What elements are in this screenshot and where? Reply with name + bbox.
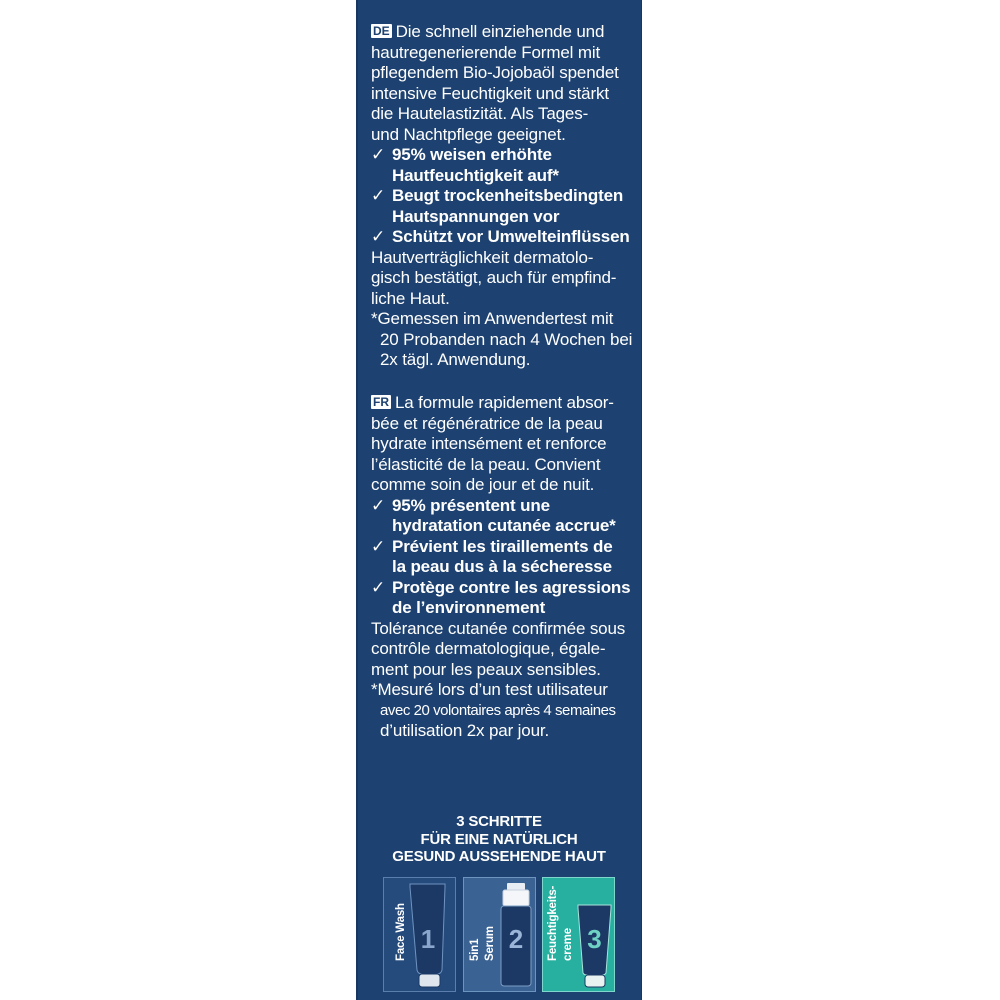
de-benefit-text: 95% weisen erhöhte [392, 145, 552, 164]
de-intro-line [371, 22, 633, 43]
de-footnote-line: 20 Probanden nach 4 Wochen bei [380, 329, 633, 349]
de-intro-line: hautregenerierende Formel mit [371, 42, 601, 62]
check-icon [371, 537, 392, 558]
step-label [468, 926, 497, 961]
check-icon [371, 227, 392, 248]
de-benefit-1-continued: Hautfeuchtigkeit auf* [392, 165, 559, 185]
steps-heading [356, 813, 642, 866]
de-footnote-line: 2x tägl. Anwendung. [380, 350, 531, 369]
step-number: 1 [420, 924, 436, 954]
step-number: 3 [587, 924, 602, 954]
step-label-line: creme [561, 928, 574, 961]
language-badge-fr: FR [373, 395, 389, 409]
fr-tolerance-line: Tolérance cutanée confirmée sous [371, 618, 626, 638]
de-benefit-3 [371, 227, 633, 248]
pump-collar [503, 890, 529, 906]
pump-head [507, 883, 525, 890]
de-benefit-1 [371, 145, 633, 166]
de-intro-line: pflegendem Bio-Jojobaöl spendet [371, 63, 619, 82]
fr-benefit-text: Prévient les tiraillements de [392, 536, 613, 556]
check-icon [371, 186, 392, 207]
fr-benefit-3-continued: de l’environnement [392, 598, 546, 617]
fr-benefit-1-continued: hydratation cutanée accrue* [392, 516, 616, 535]
fr-benefit-text: Protège contre les agressions [392, 577, 631, 597]
fr-footnote-line: d’utilisation 2x par jour. [380, 721, 550, 740]
tube-cap [419, 974, 440, 987]
fr-intro-text: La formule rapidement absor- [395, 393, 614, 412]
fr-footnote-line: *Mesuré lors d’un test utilisateur [371, 680, 608, 699]
check-icon [371, 496, 392, 517]
fr-benefit-2-continued: la peau dus à la sécheresse [392, 557, 612, 576]
de-intro-line: intensive Feuchtigkeit und stärkt [371, 83, 609, 103]
de-intro-text: Die schnell einziehende und [395, 22, 605, 41]
de-footnote-line: *Gemessen im Anwendertest mit [371, 309, 614, 328]
step-label-line: 5in1 [469, 938, 481, 961]
german-section [371, 22, 633, 371]
fr-benefit-3 [371, 578, 633, 599]
de-tolerance-line: liche Haut. [371, 288, 450, 308]
step-label-line: Feuchtigkeits- [547, 885, 559, 961]
step-label [394, 903, 409, 961]
fr-intro-line: comme soin de jour et de nuit. [371, 475, 595, 494]
step-label [546, 886, 575, 961]
fr-tolerance-line: contrôle dermatologique, égale- [371, 639, 606, 658]
fr-intro-line: hydrate intensément et renforce [371, 434, 607, 453]
fr-tolerance-line: ment pour les peaux sensibles. [371, 659, 601, 679]
check-icon [371, 145, 392, 166]
de-benefit-text: Beugt trockenheitsbedingten [392, 186, 624, 205]
steps-heading-line: FÜR EINE NATÜRLICH [420, 830, 578, 848]
fr-intro-line: bée et régénératrice de la peau [371, 413, 603, 433]
fr-intro-line [371, 393, 633, 414]
step-number: 2 [508, 924, 524, 954]
steps-heading-line: 3 SCHRITTE [456, 813, 542, 830]
de-benefit-text: Schützt vor Umwelteinflüssen [392, 227, 630, 246]
check-icon [371, 578, 392, 599]
de-tolerance-line: gisch bestätigt, auch für empfind- [371, 268, 617, 287]
step-tile-serum [463, 877, 536, 992]
step-tile-face-wash [383, 877, 456, 992]
fr-benefit-text: 95% présentent une [392, 495, 550, 515]
de-benefit-2 [371, 186, 633, 207]
de-intro-line: und Nachtpflege geeignet. [371, 124, 566, 144]
step-label-line: Face Wash [395, 903, 407, 961]
de-tolerance-line: Hautverträglichkeit dermatolo- [371, 247, 594, 267]
fr-benefit-2 [371, 537, 633, 558]
step-label-line: Serum [483, 926, 496, 961]
french-section [371, 393, 633, 742]
de-benefit-2-continued: Hautspannungen vor [392, 206, 560, 226]
fr-intro-line: l’élasticité de la peau. Convient [371, 454, 601, 474]
fr-footnote-line: avec 20 volontaires après 4 semaines [380, 701, 616, 719]
fr-benefit-1 [371, 496, 633, 517]
tube-cap [585, 975, 605, 987]
steps-heading-line: GESUND AUSSEHENDE HAUT [392, 848, 606, 865]
step-tile-moisturizer [542, 877, 615, 992]
language-badge-de: DE [373, 24, 390, 38]
de-intro-line: die Hautelastizität. Als Tages- [371, 104, 589, 123]
